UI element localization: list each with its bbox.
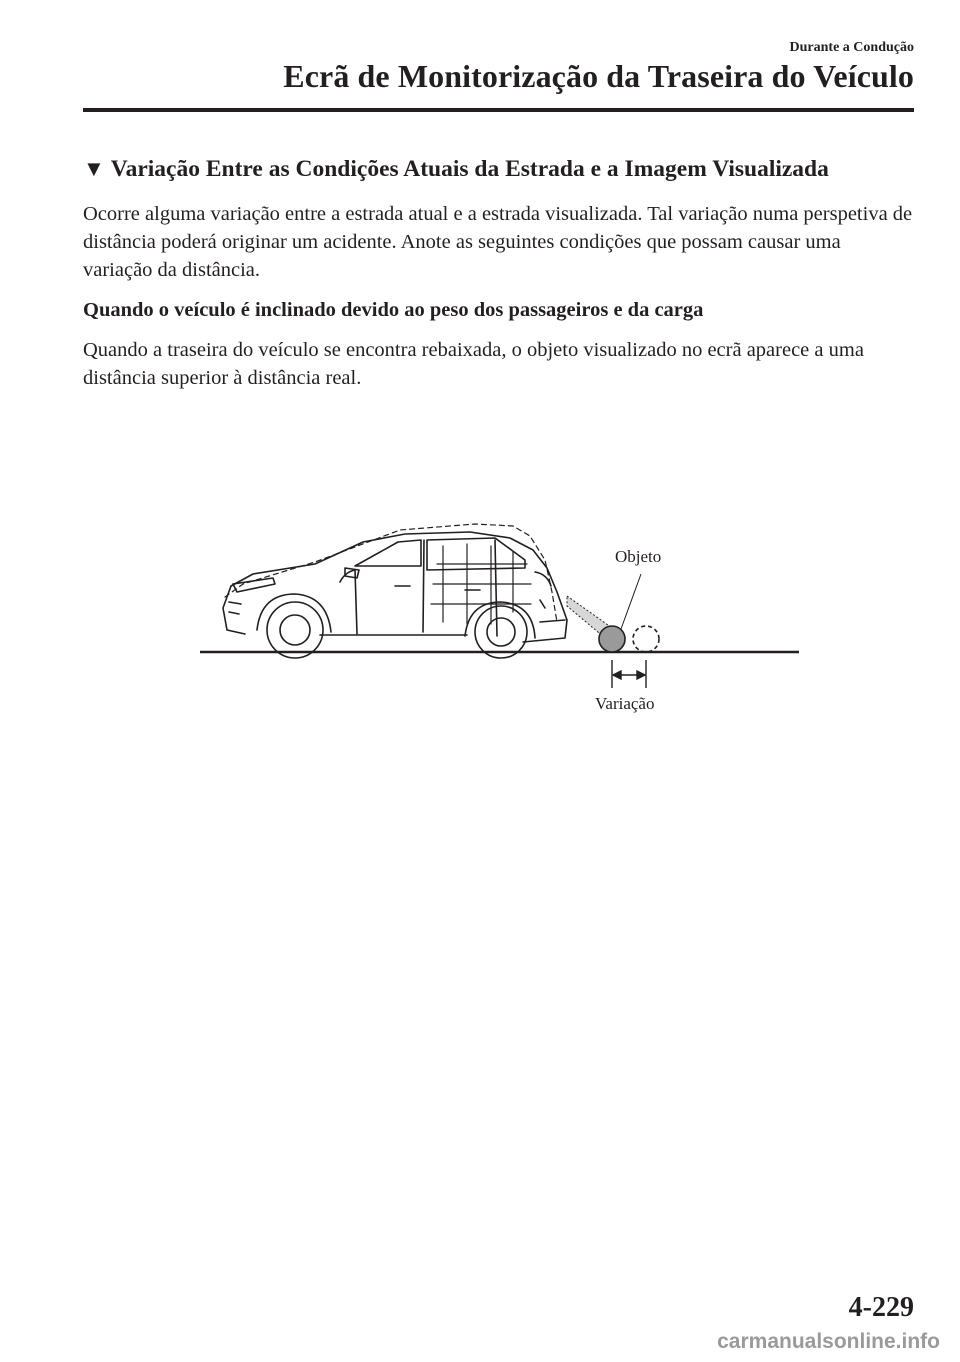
car-pillar bbox=[423, 540, 497, 636]
header-divider bbox=[83, 108, 914, 112]
variation-dimension bbox=[612, 660, 646, 688]
section-subheading bbox=[83, 150, 914, 188]
displayed-object-ball bbox=[633, 626, 659, 652]
page-title: Ecrã de Monitorização da Traseira do Veículo bbox=[283, 58, 914, 94]
watermark: carmanualsonline.info bbox=[717, 1330, 940, 1353]
front-wheel bbox=[267, 602, 323, 658]
car-windows bbox=[355, 538, 525, 570]
object-leader-line bbox=[621, 574, 641, 629]
rear-wheel bbox=[475, 606, 527, 658]
rear-details bbox=[535, 572, 565, 622]
triangle-marker-icon: ▼ bbox=[83, 156, 105, 181]
condition-paragraph: Quando a traseira do veículo se encontra rebaixada, o objeto visualizado no ecrã aparece a uma distância superior à distância real. bbox=[83, 339, 864, 389]
car-body-outline bbox=[223, 532, 567, 642]
car-front-details bbox=[229, 578, 275, 614]
intro-paragraph: Ocorre alguma variação entre a estrada atual e a estrada visualizada. Tal variação numa perspetiva de distância poderá originar um acidente. Anote as seguintes condições que possam causar uma variação da distância. bbox=[83, 203, 913, 281]
page-number: 4-229 bbox=[848, 1292, 914, 1323]
subheading-text: Variação Entre as Condições Atuais da Estrada e a Imagem Visualizada bbox=[110, 156, 829, 182]
car-door-lines bbox=[340, 570, 480, 634]
variation-label: Variação bbox=[595, 694, 655, 713]
vehicle-tilt-illustration bbox=[195, 512, 805, 737]
condition-heading: Quando o veículo é inclinado devido ao peso dos passageiros e da carga bbox=[83, 299, 704, 321]
object-label: Objeto bbox=[615, 547, 662, 566]
main-content bbox=[83, 150, 914, 392]
running-header-section: Durante a Condução bbox=[789, 40, 914, 55]
vehicle-diagram-svg bbox=[195, 512, 805, 737]
actual-object-ball bbox=[599, 626, 625, 652]
cargo-grid bbox=[431, 544, 531, 624]
